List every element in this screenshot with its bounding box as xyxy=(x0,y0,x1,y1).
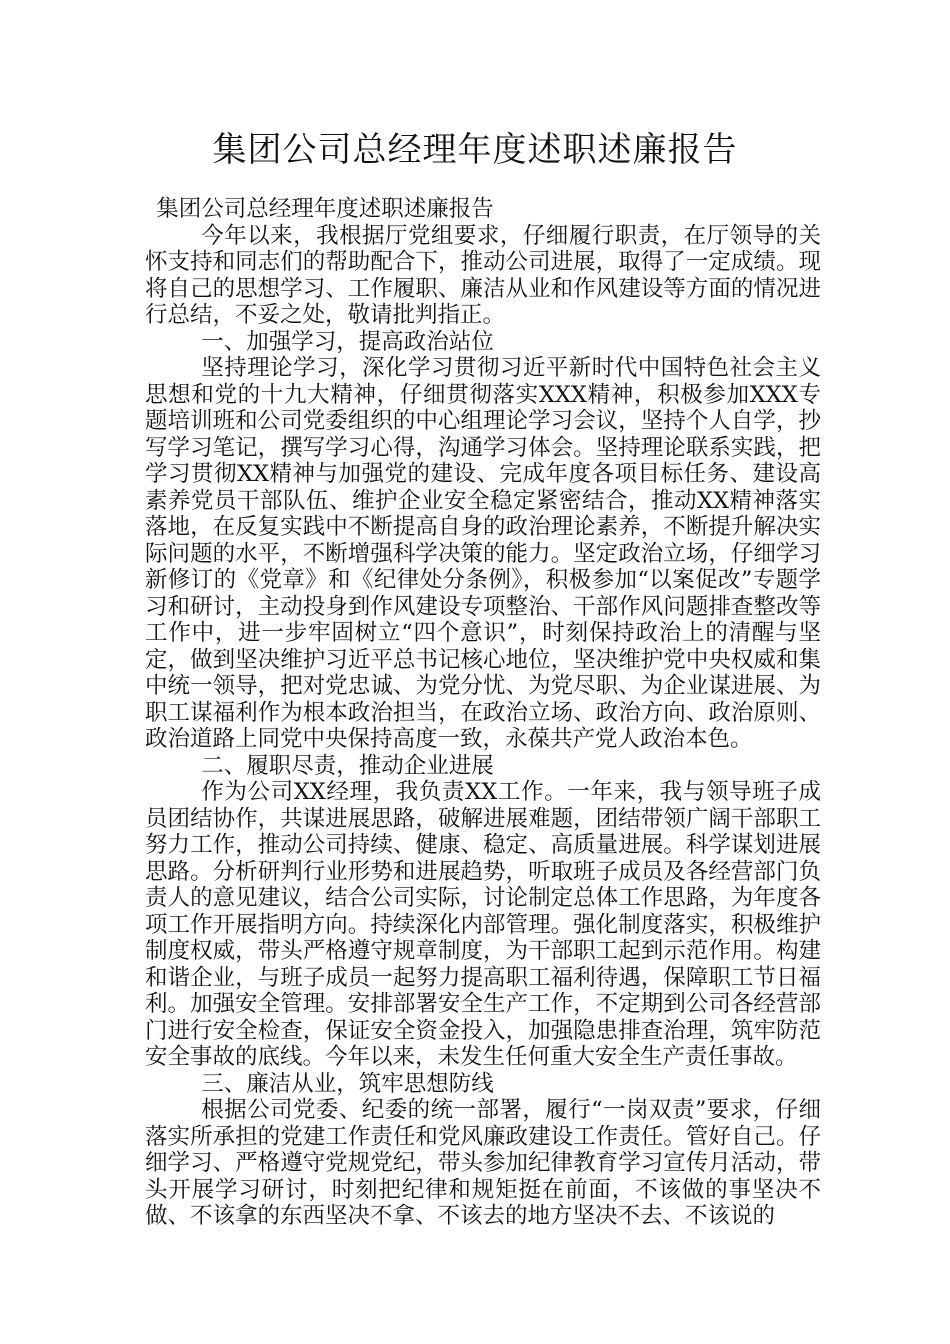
paragraph-integrity: 根据公司党委、纪委的统一部署，履行“一岗双责”要求，仔细落实所承担的党建工作责任和党风廉政建设工作责任。管好自己。仔细学习、严格遵守党规党纪，带头参加纪律教育学习宣传月活动，带头开展学习研讨，时刻把纪律和规矩挺在前面，不该做的事坚决不做、不该拿的东西坚决不拿、不该去的地方坚决不去、不该说的 xyxy=(145,1097,821,1229)
document-title: 集团公司总经理年度述职述廉报告 xyxy=(212,130,738,170)
section-heading-2: 二、履职尽责，推动企业进展 xyxy=(201,752,494,779)
document-body xyxy=(145,196,821,1230)
section-heading-3: 三、廉洁从业，筑牢思想防线 xyxy=(201,1070,494,1097)
paragraph-intro: 今年以来，我根据厅党组要求，仔细履行职责，在厅领导的关怀支持和同志们的帮助配合下，推动公司进展，取得了一定成绩。现将自己的思想学习、工作履职、廉洁从业和作风建设等方面的情况进行总结，不妥之处，敬请批判指正。 xyxy=(145,222,821,328)
section-heading-1: 一、加强学习，提高政治站位 xyxy=(201,328,494,355)
paragraph-duties: 作为公司XX经理，我负责XX工作。一年来，我与领导班子成员团结协作，共谋进展思路，破解进展难题，团结带领广阔干部职工努力工作，推动公司持续、健康、稳定、高质量进展。科学谋划进展思路。分析研判行业形势和进展趋势，听取班子成员及各经营部门负责人的意见建议，结合公司实际，讨论制定总体工作思路，为年度各项工作开展指明方向。持续深化内部管理。强化制度落实，积极维护制度权威，带头严格遵守规章制度，为干部职工起到示范作用。构建和谐企业，与班子成员一起努力提高职工福利待遇，保障职工节日福利。加强安全管理。安排部署安全生产工作，不定期到公司各经营部门进行安全检查，保证安全资金投入，加强隐患排查治理，筑牢防范安全事故的底线。今年以来，未发生任何重大安全生产责任事故。 xyxy=(145,779,821,1070)
paragraph-study: 坚持理论学习，深化学习贯彻习近平新时代中国特色社会主义思想和党的十九大精神，仔细贯彻落实XXX精神，积极参加XXX专题培训班和公司党委组织的中心组理论学习会议，坚持个人自学，抄写学习笔记，撰写学习心得，沟通学习体会。坚持理论联系实践，把学习贯彻XX精神与加强党的建设、完成年度各项目标任务、建设高素养党员干部队伍、维护企业安全稳定紧密结合，推动XX精神落实落地，在反复实践中不断提高自身的政治理论素养，不断提升解决实际问题的水平，不断增强科学决策的能力。坚定政治立场，仔细学习新修订的《党章》和《纪律处分条例》，积极参加“以案促改”专题学习和研讨，主动投身到作风建设专项整治、干部作风问题排查整改等工作中，进一步牢固树立“四个意识”，时刻保持政治上的清醒与坚定，做到坚决维护习近平总书记核心地位，坚决维护党中央权威和集中统一领导，把对党忠诚、为党分忧、为党尽职、为企业谋进展、为职工谋福利作为根本政治担当，在政治立场、政治方向、政治原则、政治道路上同党中央保持高度一致，永葆共产党人政治本色。 xyxy=(145,355,821,752)
document-subtitle: 集团公司总经理年度述职述廉报告 xyxy=(156,196,494,222)
